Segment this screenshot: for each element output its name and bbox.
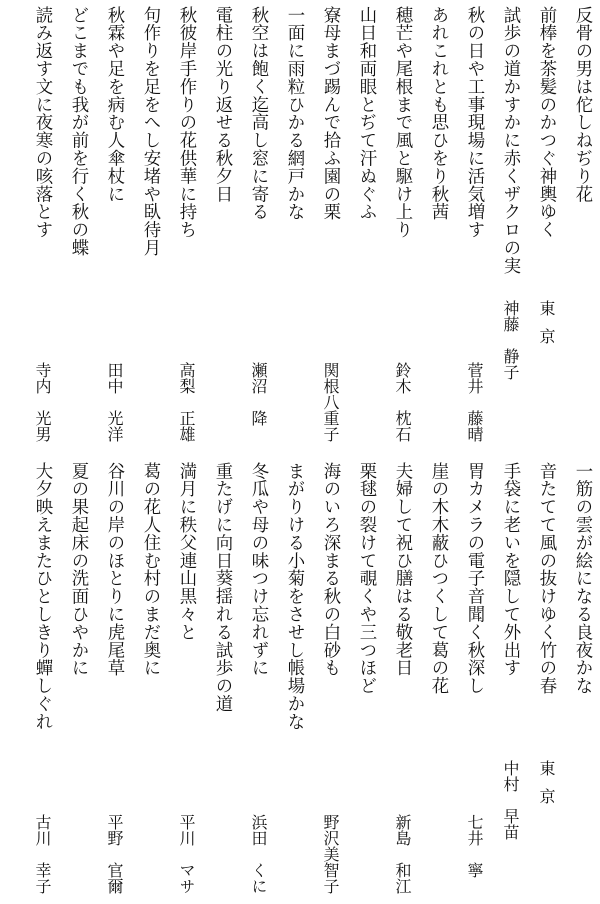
author-group [240, 814, 276, 894]
author-group [96, 362, 132, 442]
author-name: 浜田 くに [249, 814, 268, 894]
author-name: 高梨 正雄 [177, 362, 196, 442]
author-group [312, 362, 348, 442]
author-name: 神藤 静子 [501, 300, 520, 380]
haiku-line: 秋霖や足を病む人傘杖に [104, 6, 124, 203]
author-group [312, 814, 348, 894]
haiku-line: 重たげに向日葵揺れる試歩の道 [212, 462, 232, 713]
haiku-line: 山日和両眼とぢて汗ぬぐふ [356, 6, 376, 221]
haiku-line: 満月に秩父連山黒々と [176, 462, 196, 641]
haiku-line: 冬瓜や母の味つけ忘れずに [248, 462, 268, 677]
haiku-line: どこまでも我が前を行く秋の蝶 [68, 6, 88, 257]
haiku-line: 反骨の男は佗しねぢり花 [572, 6, 592, 203]
author-name: 瀬沼 降 [249, 362, 268, 426]
haiku-line: 穂芒や尾根まで風と駆け上り [392, 6, 412, 239]
haiku-line: 電柱の光り返せる秋夕日 [212, 6, 232, 203]
haiku-line: 海のいろ深まる秋の白砂も [320, 462, 340, 677]
haiku-line: 秋の日や工事現場に活気増す [464, 6, 484, 239]
haiku-line: 音たてて風の抜けゆく竹の春 [536, 462, 556, 695]
haiku-line: あれこれとも思ひをり秋茜 [428, 6, 448, 221]
haiku-line: 崖の木木蔽ひつくして葛の花 [428, 462, 448, 695]
haiku-line: 夏の果起床の洗面ひやかに [68, 462, 88, 677]
haiku-line: 前棒を茶髪のかつぐ神輿ゆく [536, 6, 556, 239]
haiku-line: まがりける小菊をさせし帳場かな [284, 462, 304, 731]
author-group [168, 814, 204, 894]
author-name: 七井 寧 [465, 814, 484, 878]
author-name: 菅井 藤晴 [465, 362, 484, 442]
haiku-line: 一筋の雲が絵になる良夜かな [572, 462, 592, 695]
haiku-line: 句作りを足をへし安堵や臥待月 [140, 6, 160, 257]
author-name: 新島 和江 [393, 814, 412, 894]
haiku-line: 寮母まづ踢んで拾ふ園の栗 [320, 6, 340, 221]
author-name: 関根八重子 [321, 362, 340, 442]
author-group [240, 362, 276, 426]
haiku-line: 大夕映えまたひとしきり蟬しぐれ [32, 462, 52, 731]
author-group [384, 814, 420, 894]
author-name: 平野 官爾 [105, 814, 124, 894]
haiku-line: 試歩の道かすかに赤くザクロの実 [500, 6, 520, 275]
author-group [96, 814, 132, 894]
haiku-line: 秋彼岸手作りの花供華に持ち [176, 6, 196, 239]
haiku-line: 秋空は飽く迄高し窓に寄る [248, 6, 268, 221]
author-group [501, 300, 564, 380]
author-group [24, 362, 60, 442]
author-name: 鈴木 枕石 [393, 362, 412, 442]
author-name: 寺内 光男 [33, 362, 52, 442]
haiku-line: 夫婦して祝ひ膳はる敬老日 [392, 462, 412, 677]
top-haiku-section [0, 6, 600, 458]
haiku-line: 葛の花人住む村のまだ奥に [140, 462, 160, 677]
author-name: 平川 マサ [177, 814, 196, 894]
haiku-line: 谷川の岸のほとりに虎尾草 [104, 462, 124, 677]
author-name: 古川 幸子 [33, 814, 52, 894]
haiku-line: 手袋に老いを隠して外出す [500, 462, 520, 677]
haiku-line: 一面に雨粒ひかる網戸かな [284, 6, 304, 221]
haiku-line: 栗毬の裂けて覗くや三つほど [356, 462, 376, 695]
haiku-line: 胃カメラの電子音聞く秋深し [464, 462, 484, 695]
author-group [384, 362, 420, 442]
author-group [501, 760, 564, 840]
author-group [168, 362, 204, 442]
place-label: 東京 [537, 760, 556, 816]
author-name: 野沢美智子 [321, 814, 340, 894]
author-group [456, 814, 492, 878]
author-group [456, 362, 492, 442]
place-label: 東京 [537, 300, 556, 356]
author-name: 中村 早苗 [501, 760, 520, 840]
haiku-line: 読み返す文に夜寒の咳落とす [32, 6, 52, 239]
author-name: 田中 光洋 [105, 362, 124, 442]
author-group [24, 814, 60, 894]
